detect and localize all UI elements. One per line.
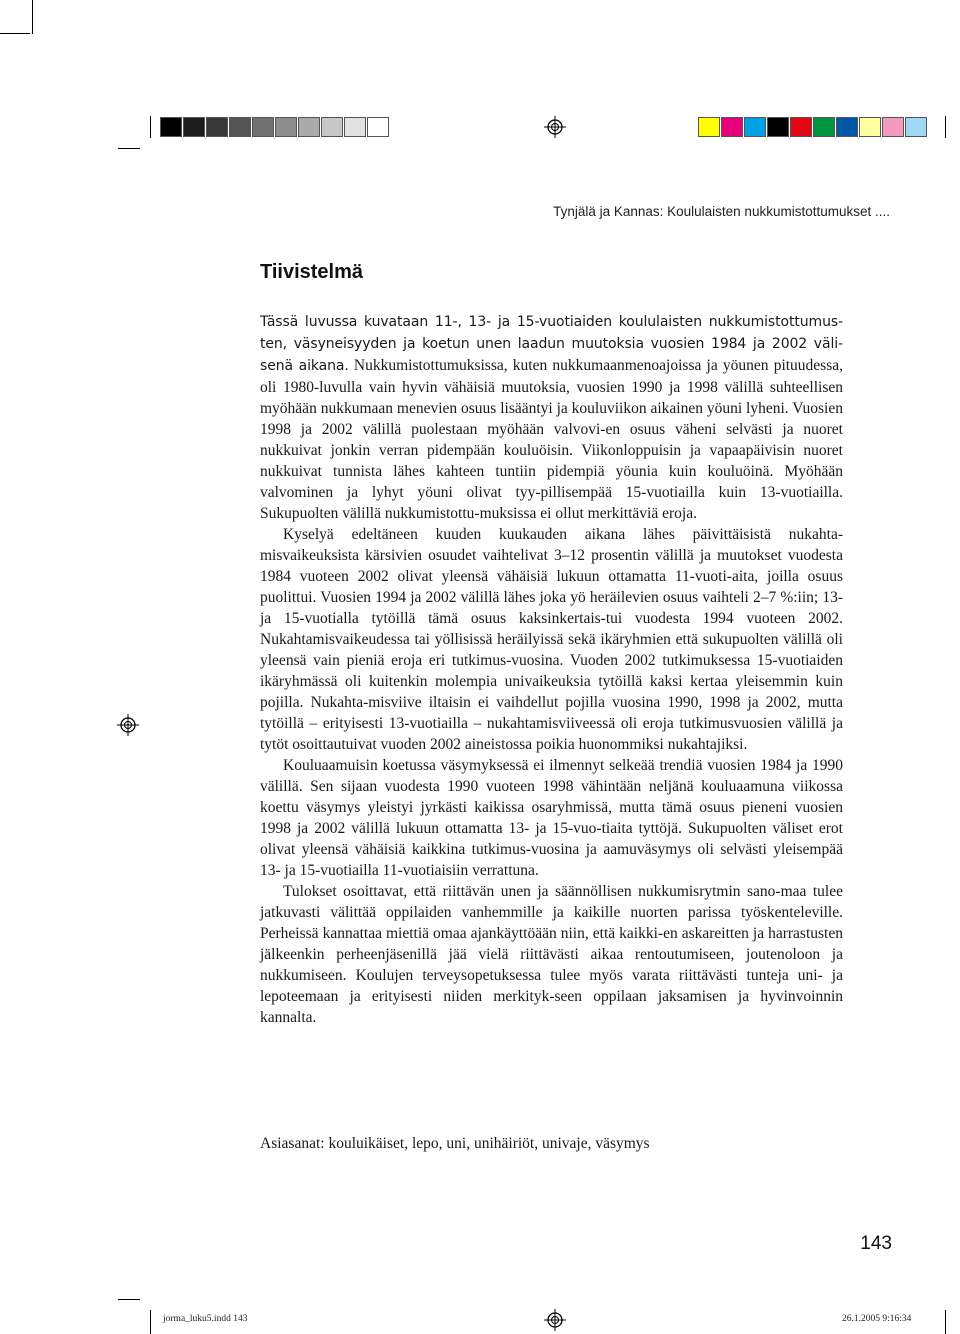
registration-mark-icon — [544, 1309, 566, 1331]
color-swatch-3 — [744, 117, 766, 137]
paragraph-2: Kyselyä edeltäneen kuuden kuukauden aikana lähes päivittäisistä nukahta-misvaikeuksista kärsivien osuudet vaihtelivat 3–12 prosentin välillä ja muutokset vuodesta 1984 vuoteen 2002 olivat yleensä vähäisiä lukuun ottamatta 11-vuoti-aita, joilla osuus puolittui. Vuosien 1994 ja 2002 välillä lähes joka yö heräilevien osuus vaihteli 2–7 %:iin; 13- ja 15-vuotialla tytöillä tämä osuus kaksinkertais-tui vuodesta 1994 vuoteen 2002. Nukahtamisvaikeudessa tai yöllisissä heräilyissä sekä ikäryhmien että sukupuolten välillä oli yleensä vain pieniä eroja eri tutkimus-vuosina. Vuoden 2002 tutkimuksessa 15-vuotiaiden ikäryhmässä oli kuitenkin molempia univaikeuksia tytöillä kaksi kertaa yleisemmin kuin pojilla. Nukahta-misviive iltaisin ei vaihdellut pojilla vuosina 1990, 1998 ja 2002, mutta tytöillä – erityisesti 13-vuotiailla – nukahtamisviiveessä oli eroja tutkimusvuosien välillä ja tytöt osoittautuivat vuoden 2002 aineistossa poikia huonommiksi nukahtajiksi. — [260, 526, 843, 753]
registration-mark-icon — [117, 714, 139, 736]
color-swatch-7 — [836, 117, 858, 137]
grey-swatch-2 — [183, 117, 205, 137]
color-swatch-5 — [790, 117, 812, 137]
paragraph-1 — [260, 311, 843, 524]
running-head: Tynjälä ja Kannas: Koululaisten nukkumistottumukset .... — [553, 204, 890, 219]
grey-swatch-10 — [367, 117, 389, 137]
crop-mark — [118, 148, 140, 149]
crop-mark — [945, 1310, 946, 1334]
grey-swatch-3 — [206, 117, 228, 137]
crop-mark — [0, 33, 30, 34]
abstract-body — [260, 311, 843, 1028]
color-swatch-8 — [859, 117, 881, 137]
color-swatch-10 — [905, 117, 927, 137]
crop-mark — [150, 1310, 151, 1334]
grey-swatch-8 — [321, 117, 343, 137]
keywords: Asiasanat: kouluikäiset, lepo, uni, unihäiriöt, univaje, väsymys — [260, 1135, 650, 1152]
slug-filename: jorma_luku5.indd 143 — [163, 1314, 248, 1324]
paragraph-1-rest: Nukkumistottumuksissa, kuten nukkumaanmenoajoissa ja yöunen pituudessa, oli 1980-luvulla vain hyvin vähäisiä muutoksia, vuosien 1990 ja 1998 välillä suhteellisen myöhään nukkumaan menevien osuus lisääntyi ja kouluviikon aikainen yöuni lyheni. Vuosien 1998 ja 2002 välillä puolestaan myöhään valvovi-en osuus väheni selvästi ja nuoret nukkuivat jonkin verran pidempään kouluöisin. Viikonloppuisin ja vapaapäivisin nuoret nukkuivat tunnista lähes kahteen tuntiin pidempiä yöunia kuin kouluöinä. Myöhään valvominen ja lyhyt yöuni olivat tyy-pillisempää 15-vuotiailla kuin 13-vuotiailla. Sukupuolten välillä nukkumistottu-muksissa ei ollut merkittäviä eroja. — [260, 357, 844, 522]
crop-mark — [150, 116, 151, 138]
section-title: Tiivistelmä — [260, 261, 364, 283]
grey-swatch-9 — [344, 117, 366, 137]
page-number: 143 — [860, 1233, 892, 1254]
color-swatch-1 — [698, 117, 720, 137]
slug-timestamp: 26.1.2005 9:16:34 — [842, 1314, 912, 1324]
grey-swatch-5 — [252, 117, 274, 137]
color-swatch-4 — [767, 117, 789, 137]
paragraph-4: Tulokset osoittavat, että riittävän unen ja säännöllisen nukkumisrytmin sano-maa tulee jatkuvasti välittää oppilaiden vanhemmille ja kaikille nuorten parissa työskenteleville. Perheissä kannattaa miettiä omaa ajankäyttöään niin, että kaikki-en askareitten ja harrastusten jälkeenkin perheenjäsenillä jää vielä riittävästi aikaa rentoutumiseen, joutenoloon ja nukkumiseen. Koulujen terveysopetuksessa tulee myös varata riittävästi tunteja uni- ja lepoteemaan ja erityisesti niiden merkityk-seen oppilaan jaksamisen ja hyvinvoinnin kannalta. — [260, 883, 843, 1026]
crop-mark — [32, 0, 33, 34]
grey-swatch-6 — [275, 117, 297, 137]
paragraph-3: Kouluaamuisin koetussa väsymyksessä ei ilmennyt selkeää trendiä vuosien 1984 ja 1990 välillä. Sen sijaan vuodesta 1990 vuoteen 1998 vähintään neljänä kouluaamuna viikossa koettu väsymys yleistyi jyrkästi kaikissa osaryhmissä, mutta tämä osuus pieneni vuosien 1998 ja 2002 välillä lukuun ottamatta 13- ja 15-vuo-tiaita tyttöjä. Sukupuolten väliset erot olivat yleensä vähäisiä kaikkina tutkimus-vuosina ja aamuväsymys oli selvästi yleisempää 13- ja 15-vuotiailla 11-vuotiaisiin verrattuna. — [260, 757, 843, 879]
color-calibration-bar — [698, 117, 928, 137]
registration-mark-icon — [544, 116, 566, 138]
grey-swatch-1 — [160, 117, 182, 137]
crop-mark — [118, 1299, 140, 1300]
color-swatch-2 — [721, 117, 743, 137]
paragraph-1-lead: Tässä luvussa kuvataan 11-, 13- ja 15-vuotiaiden koululaisten nukkumistottumus-ten, väsyneisyyden ja koetun unen laadun muutoksia vuosien 1984 ja 2002 väli-senä aikana. — [260, 314, 843, 374]
color-swatch-6 — [813, 117, 835, 137]
color-swatch-9 — [882, 117, 904, 137]
grey-swatch-4 — [229, 117, 251, 137]
grey-swatch-7 — [298, 117, 320, 137]
crop-mark — [945, 116, 946, 138]
grey-calibration-bar — [160, 117, 390, 137]
